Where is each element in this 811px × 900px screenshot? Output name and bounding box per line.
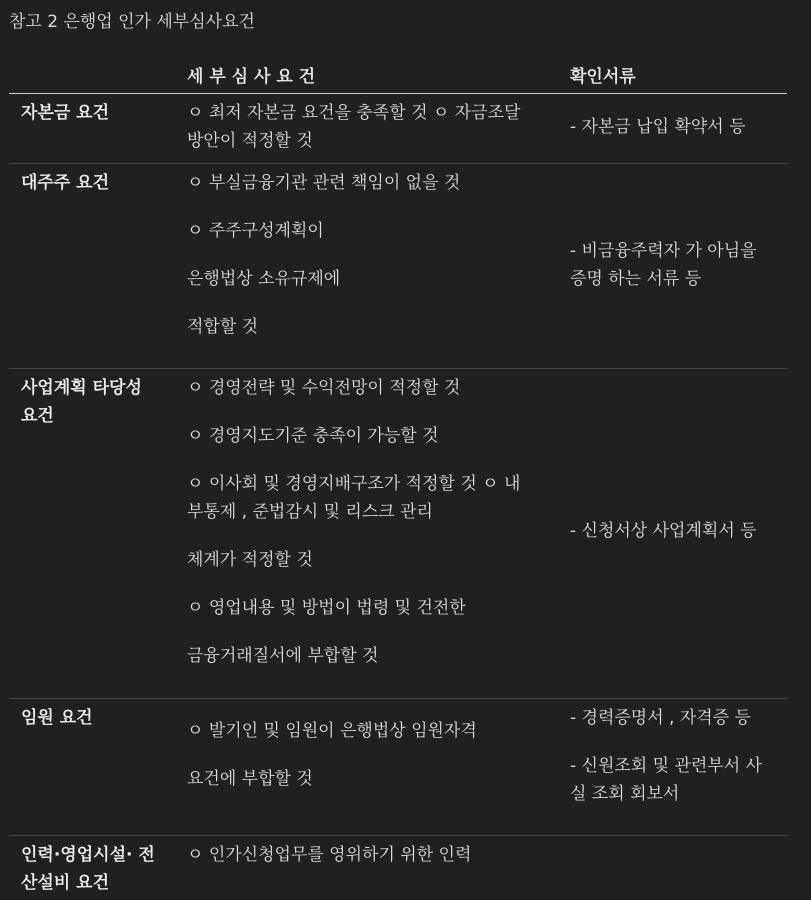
table-row-facilities (9, 836, 787, 900)
requirement-name: 대주주 요건 (21, 173, 110, 193)
detail-line: 방안이 적정할 것 (187, 131, 313, 151)
table-row-capital (9, 94, 787, 164)
detail-line: ㅇ 이사회 및 경영지배구조가 적정할 것 ㅇ 내 (187, 474, 521, 494)
detail-line: 은행법상 소유규제에 (187, 269, 341, 289)
table-row-executive (9, 699, 787, 836)
requirement-name: 임원 요건 (21, 708, 93, 728)
detail-line: ㅇ 영업내용 및 방법이 법령 및 건전한 (187, 598, 466, 618)
document-caption: 참고 2 은행업 인가 세부심사요건 (9, 12, 255, 32)
detail-line: 적합할 것 (187, 317, 259, 337)
detail-line: ㅇ 경영전략 및 수익전망이 적정할 것 (187, 378, 461, 398)
document-line: - 신청서상 사업계획서 등 (570, 521, 757, 541)
requirement-name: 자본금 요건 (21, 103, 110, 123)
document-line: 증명 하는 서류 등 (570, 269, 702, 289)
column-header-requirements: 세 부 심 사 요 건 (187, 67, 316, 87)
table-header (9, 58, 787, 94)
detail-line: ㅇ 인가신청업무를 영위하기 위한 인력 (187, 845, 472, 865)
detail-line: ㅇ 주주구성계획이 (187, 221, 324, 241)
document-line: - 경력증명서 , 자격증 등 (570, 708, 751, 728)
detail-line: 요건에 부합할 것 (187, 769, 313, 789)
table-row-major-shareholder (9, 164, 787, 369)
document-line: - 자본금 납입 확약서 등 (570, 117, 746, 137)
detail-line: ㅇ 경영지도기준 충족이 가능할 것 (187, 426, 439, 446)
requirement-name: 사업계획 타당성 요건 (21, 378, 142, 426)
detail-line: ㅇ 부실금융기관 관련 책임이 없을 것 (187, 173, 461, 193)
requirement-name: 인력·영업시설· 전 산설비 요건 (21, 845, 155, 893)
document-line: - 비금융주력자 가 아님을 (570, 241, 757, 261)
column-header-documents: 확인서류 (570, 67, 636, 87)
detail-line: 금융거래질서에 부합할 것 (187, 646, 379, 666)
detail-line: 부통제 , 준법감시 및 리스크 관리 (187, 502, 433, 522)
document-line: 실 조회 회보서 (570, 784, 680, 804)
document-line: - 신원조회 및 관련부서 사 (570, 756, 762, 776)
table-row-business-plan (9, 369, 787, 699)
detail-line: ㅇ 최저 자본금 요건을 충족할 것 ㅇ 자금조달 (187, 103, 521, 123)
detail-line: 체계가 적정할 것 (187, 550, 313, 570)
detail-line: ㅇ 발기인 및 임원이 은행법상 임원자격 (187, 721, 477, 741)
